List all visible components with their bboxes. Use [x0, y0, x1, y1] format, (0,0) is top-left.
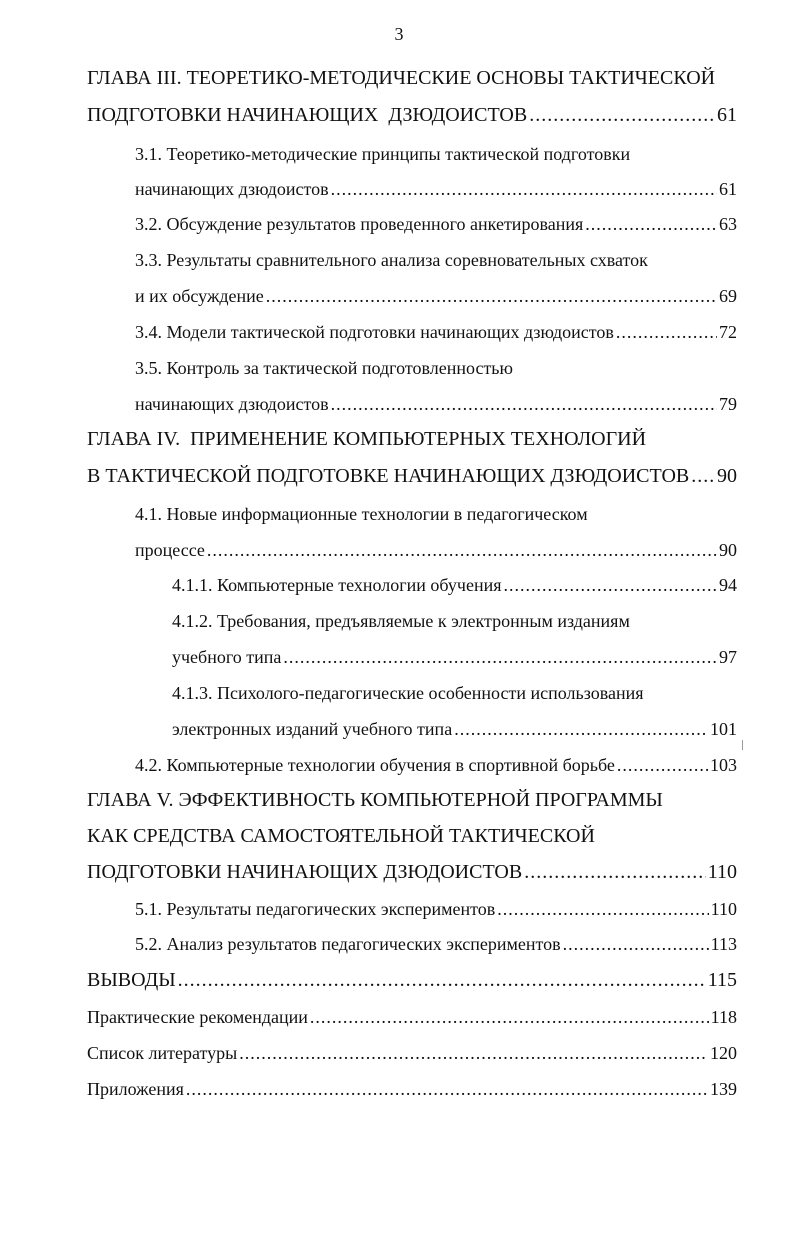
- toc-page-number: 118: [710, 1007, 737, 1027]
- toc-section-4-1-entry[interactable]: [135, 535, 737, 565]
- leader-dots: [186, 1074, 708, 1104]
- toc-entry-title: электронных изданий учебного типа: [172, 719, 453, 739]
- toc-entry-title: 5.2. Анализ результатов педагогических экспериментов: [135, 934, 561, 954]
- toc-entry-title: ПОДГОТОВКИ НАЧИНАЮЩИХ ДЗЮДОИСТОВ: [87, 861, 523, 883]
- toc-section-3-5-entry[interactable]: [135, 389, 737, 419]
- toc-section-4-1-line-1: 4.1. Новые информационные технологии в педагогическом: [135, 504, 588, 524]
- leader-dots: [454, 714, 708, 744]
- toc-chapter-5-entry[interactable]: [87, 857, 737, 887]
- toc-section-3-1-line-1: 3.1. Теоретико-методические принципы тактической подготовки: [135, 144, 631, 164]
- toc-section-5-1-entry[interactable]: [135, 894, 737, 924]
- toc-page-number: 72: [719, 322, 737, 342]
- toc-entry-title: Приложения: [87, 1079, 184, 1099]
- leader-dots: [617, 750, 708, 780]
- toc-page-number: 139: [710, 1079, 737, 1099]
- toc-entry-title: начинающих дзюдоистов: [135, 179, 329, 199]
- toc-entry-title: Практические рекомендации: [87, 1007, 308, 1027]
- leader-dots: [310, 1002, 709, 1032]
- toc-page-number: 120: [710, 1043, 737, 1063]
- toc-section-4-1-3-entry[interactable]: [172, 714, 737, 744]
- toc-entry-title: 4.2. Компьютерные технологии обучения в спортивной борьбе: [135, 755, 615, 775]
- toc-chapter-3-title-line-1: ГЛАВА III. ТЕОРЕТИКО-МЕТОДИЧЕСКИЕ ОСНОВЫ ТАКТИЧЕСКОЙ: [87, 67, 716, 89]
- toc-chapter-4-title-line-1: ГЛАВА IV. ПРИМЕНЕНИЕ КОМПЬЮТЕРНЫХ ТЕХНОЛОГИЙ: [87, 428, 647, 450]
- toc-section-3-2-entry[interactable]: [135, 209, 737, 239]
- toc-entry-title: 4.1.1. Компьютерные технологии обучения: [172, 575, 502, 595]
- toc-entry-title: и их обсуждение: [135, 286, 264, 306]
- toc-section-4-1-2-line-1: 4.1.2. Требования, предъявляемые к электронным изданиям: [172, 611, 630, 631]
- toc-chapter-3-entry[interactable]: [87, 100, 737, 130]
- toc-section-3-4-entry[interactable]: [135, 317, 737, 347]
- toc-section-4-1-3-line-1: 4.1.3. Психолого-педагогические особенности использования: [172, 683, 644, 703]
- toc-entry-title: 5.1. Результаты педагогических экспериментов: [135, 899, 496, 919]
- leader-dots: [529, 100, 715, 130]
- toc-appendices-entry[interactable]: [87, 1074, 737, 1104]
- toc-section-3-1-entry[interactable]: [135, 174, 737, 204]
- toc-entry-title: учебного типа: [172, 647, 282, 667]
- toc-entry-title: В ТАКТИЧЕСКОЙ ПОДГОТОВКЕ НАЧИНАЮЩИХ ДЗЮДОИСТОВ: [87, 465, 690, 487]
- toc-entry-title: ПОДГОТОВКИ НАЧИНАЮЩИХ ДЗЮДОИСТОВ: [87, 104, 528, 126]
- toc-entry-title: начинающих дзюдоистов: [135, 394, 329, 414]
- toc-section-5-2-entry[interactable]: [135, 929, 737, 959]
- toc-page-number: 103: [710, 755, 737, 775]
- toc-page-number: 90: [717, 465, 737, 487]
- toc-page-number: 61: [719, 179, 737, 199]
- toc-page-number: 61: [717, 104, 737, 126]
- leader-dots: [497, 894, 708, 924]
- leader-dots: [331, 389, 717, 419]
- toc-page-number: 110: [707, 861, 737, 883]
- toc-page-number: 79: [719, 394, 737, 414]
- toc-page-number: 90: [719, 540, 737, 560]
- leader-dots: [563, 929, 709, 959]
- toc-page-number: 69: [719, 286, 737, 306]
- toc-page-number: 63: [719, 214, 737, 234]
- toc-references-entry[interactable]: [87, 1038, 737, 1068]
- toc-page-number: 97: [719, 647, 737, 667]
- toc-section-4-1-2-entry[interactable]: [172, 642, 737, 672]
- toc-entry-title: 3.4. Модели тактической подготовки начинающих дзюдоистов: [135, 322, 614, 342]
- leader-dots: [239, 1038, 708, 1068]
- leader-dots: [691, 461, 715, 491]
- toc-entry-title: Список литературы: [87, 1043, 238, 1063]
- toc-conclusions-entry[interactable]: [87, 965, 737, 995]
- page-number: 3: [394, 24, 404, 44]
- scan-mark: [742, 740, 743, 750]
- leader-dots: [503, 570, 717, 600]
- toc-recommendations-entry[interactable]: [87, 1002, 737, 1032]
- toc-section-4-2-entry[interactable]: [135, 750, 737, 780]
- toc-page-number: 110: [710, 899, 737, 919]
- leader-dots: [524, 857, 706, 887]
- toc-section-3-3-entry[interactable]: [135, 281, 737, 311]
- toc-page-number: 94: [719, 575, 737, 595]
- leader-dots: [178, 965, 706, 995]
- toc-chapter-4-entry[interactable]: [87, 461, 737, 491]
- toc-section-3-3-line-1: 3.3. Результаты сравнительного анализа соревновательных схваток: [135, 250, 648, 270]
- leader-dots: [266, 281, 717, 311]
- leader-dots: [283, 642, 717, 672]
- toc-section-3-5-line-1: 3.5. Контроль за тактической подготовленностью: [135, 358, 513, 378]
- toc-page-number: 101: [710, 719, 737, 739]
- toc-entry-title: ВЫВОДЫ: [87, 969, 176, 991]
- leader-dots: [331, 174, 717, 204]
- leader-dots: [616, 317, 717, 347]
- toc-page-number: 113: [710, 934, 737, 954]
- toc-entry-title: процессе: [135, 540, 205, 560]
- toc-chapter-5-title-line-1: ГЛАВА V. ЭФФЕКТИВНОСТЬ КОМПЬЮТЕРНОЙ ПРОГРАММЫ: [87, 789, 663, 811]
- toc-section-4-1-1-entry[interactable]: [172, 570, 737, 600]
- toc-page-number: 115: [707, 969, 737, 991]
- leader-dots: [585, 209, 717, 239]
- toc-chapter-5-title-line-2: КАК СРЕДСТВА САМОСТОЯТЕЛЬНОЙ ТАКТИЧЕСКОЙ: [87, 825, 595, 847]
- toc-entry-title: 3.2. Обсуждение результатов проведенного анкетирования: [135, 214, 584, 234]
- leader-dots: [207, 535, 717, 565]
